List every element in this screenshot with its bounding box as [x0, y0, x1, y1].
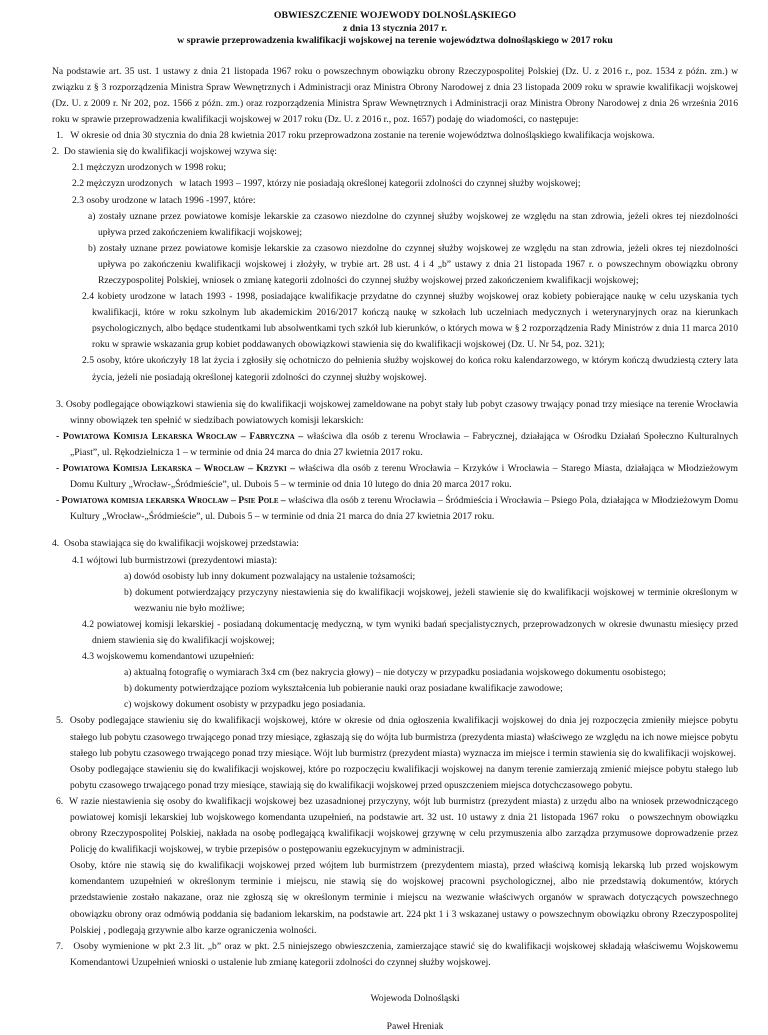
section-4-1-a: a) dowód osobisty lub inny dokument pozwalający na ustalenie tożsamości; [124, 570, 416, 582]
section-4-3-b: b) dokumenty potwierdzające poziom wykształcenia lub pobieranie nauki oraz posiadane kwalifikacje zawodowe; [124, 683, 563, 695]
section-2-4: 2.4 kobiety urodzone w latach 1993 - 1998, posiadające kwalifikacje przydatne do czynnej służby wojskowej oraz kobiety pobierające naukę w celu uzyskania tych kwalifikacji, które w roku szkolnym lub akademickim 2016/2017 kończą naukę w szkołach lub uczelniach medycznych i weterynaryjnych oraz na kierunkach psychologicznych, albo będące studentkami lub absolwentkami tych szkół lub kierunków, o których mowa w § 2 rozporządzenia Rady Ministrów z dnia 11 marca 2010 roku w sprawie wskazania grup kobiet poddawanych obowiązkowi stawienia się do kwalifikacji wojskowej (Dz. U. Nr 54, poz. 321); [82, 291, 738, 351]
document-subject: w sprawie przeprowadzenia kwalifikacji wojskowej na terenie województwa dolnośląskiego w 2017 roku [177, 35, 613, 47]
commission-krzyki [52, 461, 738, 493]
section-2-lead: 2. Do stawienia się do kwalifikacji wojskowej wzywa się: [52, 146, 277, 158]
section-4-1: 4.1 wójtowi lub burmistrzowi (prezydentowi miasta): [72, 554, 278, 566]
section-4-3-c: c) wojskowy dokument osobisty w przypadku jego posiadania. [124, 699, 366, 711]
document-title: OBWIESZCZENIE WOJEWODY DOLNOŚLĄSKIEGO [273, 10, 517, 21]
section-6-b: Osoby, które nie stawią się do kwalifikacji wojskowej przed wójtem lub burmistrzem (prezydentem miasta), przed właściwą komisją lekarską lub przed wojskowym komendantem uzupełnień w określonym terminie i miejscu, nie stawią się do wojskowej pracowni psychologicznej, albo nie przedstawią dokumentów, których przedstawienie zostało nakazane, oraz nie zgłoszą się w określonym terminie i miejscu na wezwanie właściwych organów w sprawach dotyczących powszechnego obowiązku obrony oraz odmówią poddania się badaniom lekarskim, na podstawie art. 224 pkt 1 i 3 wskazanej ustawy o powszechnym obowiązku obrony Rzeczypospolitej Polskiej , podlegają grzywnie albo karze ograniczenia wolności. [70, 860, 738, 936]
intro-paragraph: Na podstawie art. 35 ust. 1 ustawy z dnia 21 listopada 1967 roku o powszechnym obowiązku obrony Rzeczypospolitej Polskiej (Dz. U. z 2016 r., poz. 1534 z późn. zm.) w związku z § 3 rozporządzenia Ministra Spraw Wewnętrznych i Administracji oraz Ministra Obrony Narodowej z dnia 23 listopada 2009 roku w sprawie kwalifikacji wojskowej (Dz. U. z 2009 r. Nr 202, poz. 1566 z późn. zm.) oraz rozporządzenia Ministra Spraw Wewnętrznych i Administracji oraz Ministra Obrony Narodowej z dnia 26 września 2016 roku w sprawie przeprowadzenia kwalifikacji wojskowej w 2017 roku (Dz. U. z 2016 r., poz. 1657) podaję do wiadomości, co następuje: [52, 65, 738, 126]
commission-fabryczna [52, 429, 738, 461]
section-4-3: 4.3 wojskowemu komendantowi uzupełnień: [82, 651, 255, 663]
section-2-3-a: a) zostały uznane przez powiatowe komisje lekarskie za czasowo niezdolne do czynnej służby wojskowej ze względu na stan zdrowia, jeżeli okres tej niezdolności upływa przed zakończeniem kwalifikacji wojskowej; [88, 210, 738, 238]
section-5-a: 5. Osoby podlegające stawieniu się do kwalifikacji wojskowej, które w okresie od dnia ogłoszenia kwalifikacji wojskowej do dnia jej rozpoczęcia zmieniły miejsce pobytu stałego lub pobytu czasowego trwającego ponad trzy miesiące, zgłaszają się do wójta lub burmistrza (prezydenta miasta) właściwego ze względu na ich nowe miejsce pobytu stałego lub pobytu czasowego trwającego ponad trzy miesiące. Wójt lub burmistrz (prezydent miasta) wyznacza im miejsce i termin stawienia się do kwalifikacji wojskowej. [56, 715, 738, 759]
section-4-lead: 4. Osoba stawiająca się do kwalifikacji wojskowej przedstawia: [52, 538, 299, 550]
commission-psie-pole-text: właściwa dla osób z terenu Wrocławia – Śródmieścia i Wrocławia – Psiego Pola, działająca w Młodzieżowym Domu Kultury „Wrocław-„Śródmieście”, ul. Dubois 5 – w terminie od dnia 21 marca do dnia 27 kwietnia 2017 roku. [70, 495, 738, 523]
section-6-a: 6. W razie niestawienia się osoby do kwalifikacji wojskowej bez uzasadnionej przyczyny, wójt lub burmistrz (prezydent miasta) z urzędu albo na wniosek przewodniczącego powiatowej komisji lekarskiej lub wojskowego komendanta uzupełnień, na podstawie art. 32 ust. 10 ustawy z dnia 21 listopada 1967 roku o powszechnym obowiązku obrony Rzeczypospolitej Polskiej, nakłada na osobę podlegającą kwalifikacji wojskowej grzywnę w celu przymuszenia albo zarządza przymusowe doprowadzenie przez Policję do kwalifikacji wojskowej, w trybie przepisów o postępowaniu egzekucyjnym w administracji. [56, 795, 738, 856]
section-7: 7. Osoby wymienione w pkt 2.3 lit. „b” oraz w pkt. 2.5 niniejszego obwieszczenia, zamierzające stawić się do kwalifikacji wojskowej składają właściwemu Wojskowemu Komendantowi Uzupełnień wnioski o ustalenie lub zmianę kategorii zdolności do czynnej służby wojskowej. [56, 940, 738, 968]
section-2-3: 2.3 osoby urodzone w latach 1996 -1997, które: [72, 194, 256, 206]
section-4-3-a: a) aktualną fotografię o wymiarach 3x4 cm (bez nakrycia głowy) – nie dotyczy w przypadku posiadania wojskowego dokumentu osobistego; [124, 667, 666, 679]
section-2-5: 2.5 osoby, które ukończyły 18 lat życia i zgłosiły się ochotniczo do pełnienia służby wojskowej do końca roku kalendarzowego, w którym kończą dwudziestą cztery lata życia, jeżeli nie posiadają określonej kategorii zdolności do czynnej służby wojskowej. [82, 355, 738, 383]
signature-role: Wojewoda Dolnośląski [370, 992, 460, 1004]
section-4-1-b: b) dokument potwierdzający przyczyny niestawienia się do kwalifikacji wojskowej, jeżeli stawienie się do kwalifikacji wojskowej w terminie określonym w wezwaniu nie było możliwe; [124, 586, 738, 614]
commission-psie-pole [52, 493, 738, 525]
document-date: z dnia 13 stycznia 2017 r. [342, 22, 448, 34]
section-3-lead: 3. Osoby podlegające obowiązkowi stawienia się do kwalifikacji wojskowej zameldowane na pobyt stały lub pobyt czasowy trwający ponad trzy miesiące na terenie Wrocławia winny obowiązek ten spełnić w siedzibach powiatowych komisji lekarskich: [56, 398, 738, 426]
section-2-2: 2.2 mężczyzn urodzonych w latach 1993 – 1997, którzy nie posiadają określonej kategorii zdolności do czynnej służby wojskowej; [72, 178, 581, 190]
commission-fabryczna-name: - Powiatowa Komisja Lekarska Wrocław – Fabryczna – [56, 430, 304, 442]
signature-name: Paweł Hreniak [386, 1021, 444, 1033]
commission-krzyki-text: właściwa dla osób z terenu Wrocławia – Krzyków i Wrocławia – Starego Miasta, działająca w Młodzieżowym Domu Kultury „Wrocław-„Śródmieście”, ul. Dubois 5 – w terminie od dnia 10 lutego do dnia 20 marca 2017 roku. [70, 463, 738, 491]
commission-fabryczna-text: właściwa dla osób z terenu Wrocławia – Fabrycznej, działająca w Ośrodku Działań Społeczno Kulturalnych „Piast”, ul. Rękodzielnicza 1 – w terminie od dnia 24 marca do dnia 27 kwietnia 2017 roku. [70, 430, 738, 458]
section-4-2: 4.2 powiatowej komisji lekarskiej - posiadaną dokumentację medyczną, w tym wyniki badań specjalistycznych, przeprowadzonych w okresie dwunastu miesięcy przed dniem stawienia się do kwalifikacji wojskowej; [82, 618, 738, 646]
commission-psie-pole-name: - Powiatowa komisja lekarska Wrocław – Psie Pole – [56, 495, 286, 507]
section-1: 1. W okresie od dnia 30 stycznia do dnia 28 kwietnia 2017 roku przeprowadzona zostanie na terenie województwa dolnośląskiego kwalifikacja wojskowa. [56, 130, 655, 142]
section-2-1: 2.1 mężczyzn urodzonych w 1998 roku; [72, 162, 226, 174]
section-2-3-b: b) zostały uznane przez powiatowe komisje lekarskie za czasowo niezdolne do czynnej służby wojskowej ze względu na stan zdrowia, jeżeli okres tej niezdolności upływa po zakończeniu kwalifikacji wojskowej i złożyły, w trybie art. 28 ust. 4 i 4 „b” ustawy z dnia 21 listopada 1967 r. o powszechnym obowiązku obrony Rzeczypospolitej Polskiej, wniosek o zmianę kategorii zdolności do czynnej służby wojskowej przed zakończeniem kwalifikacji wojskowej; [88, 242, 738, 286]
section-5-b: Osoby podlegające stawieniu się do kwalifikacji wojskowej, które po rozpoczęciu kwalifikacji wojskowej na danym terenie zamierzają zmienić miejsce pobytu stałego lub pobytu czasowego trwającego ponad trzy miesiące, stawiają się do kwalifikacji wojskowej przed opuszczeniem miejsca dotychczasowego pobytu. [70, 763, 738, 791]
commission-krzyki-name: - Powiatowa Komisja Lekarska – Wrocław – Krzyki – [56, 463, 295, 475]
